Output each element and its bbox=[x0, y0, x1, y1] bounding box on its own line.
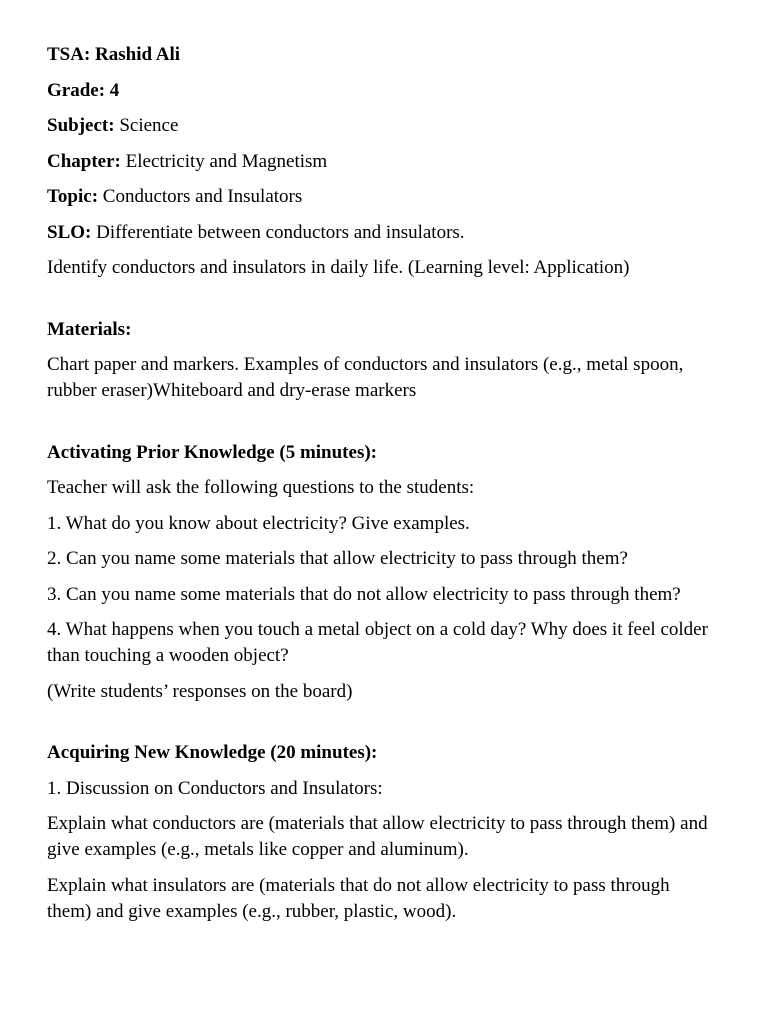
grade-label: Grade: bbox=[47, 79, 106, 101]
prior-knowledge-note: (Write students’ responses on the board) bbox=[47, 680, 353, 702]
slo-line-2: Identify conductors and insulators in daily life. (Learning level: Application) bbox=[47, 257, 630, 278]
prior-knowledge-intro: Teacher will ask the following questions to the students: bbox=[47, 477, 475, 498]
slo-value: Differentiate between conductors and insulators. bbox=[96, 221, 465, 243]
topic-line bbox=[47, 184, 716, 210]
materials-heading bbox=[47, 317, 716, 343]
subject-line bbox=[47, 113, 716, 139]
grade-line bbox=[47, 78, 716, 104]
spacer bbox=[47, 714, 716, 740]
question-2: 2. Can you name some materials that allow electricity to pass through them? bbox=[47, 548, 628, 569]
grade-value: 4 bbox=[109, 79, 120, 101]
subject-value: Science bbox=[119, 115, 179, 136]
slo-line bbox=[47, 220, 716, 246]
conductors-explanation: Explain what conductors are (materials that allow electricity to pass through them) and give examples (e.g., metals like copper and aluminum). bbox=[47, 813, 708, 860]
materials-heading-text: Materials: bbox=[47, 318, 132, 340]
slo-label: SLO: bbox=[47, 221, 92, 243]
tsa-label: TSA: bbox=[47, 44, 91, 65]
spacer bbox=[47, 291, 716, 317]
topic-value: Conductors and Insulators bbox=[102, 186, 303, 207]
topic-label: Topic: bbox=[47, 186, 99, 207]
subject-label: Subject: bbox=[47, 115, 115, 136]
question-3: 3. Can you name some materials that do not allow electricity to pass through them? bbox=[47, 583, 681, 605]
new-knowledge-heading bbox=[47, 740, 716, 766]
prior-knowledge-heading-text: Activating Prior Knowledge (5 minutes): bbox=[47, 441, 377, 463]
insulators-explanation: Explain what insulators are (materials that do not allow electricity to pass through them) and give examples (e.g., rubber, plastic, wood). bbox=[47, 874, 670, 922]
chapter-label: Chapter: bbox=[47, 150, 121, 172]
prior-knowledge-heading bbox=[47, 440, 716, 466]
question-1: 1. What do you know about electricity? Give examples. bbox=[47, 512, 470, 534]
materials-text: Chart paper and markers. Examples of conductors and insulators (e.g., metal spoon, rubber eraser)Whiteboard and dry-erase markers bbox=[47, 354, 684, 401]
chapter-value: Electricity and Magnetism bbox=[125, 150, 328, 172]
new-knowledge-heading-text: Acquiring New Knowledge (20 minutes): bbox=[47, 742, 378, 763]
chapter-line bbox=[47, 149, 716, 175]
tsa-value: Rashid Ali bbox=[95, 44, 181, 65]
new-knowledge-item-1: 1. Discussion on Conductors and Insulators: bbox=[47, 777, 383, 799]
spacer bbox=[47, 414, 716, 440]
question-4: 4. What happens when you touch a metal object on a cold day? Why does it feel colder than touching a wooden object? bbox=[47, 619, 708, 666]
tsa-line bbox=[47, 42, 716, 68]
